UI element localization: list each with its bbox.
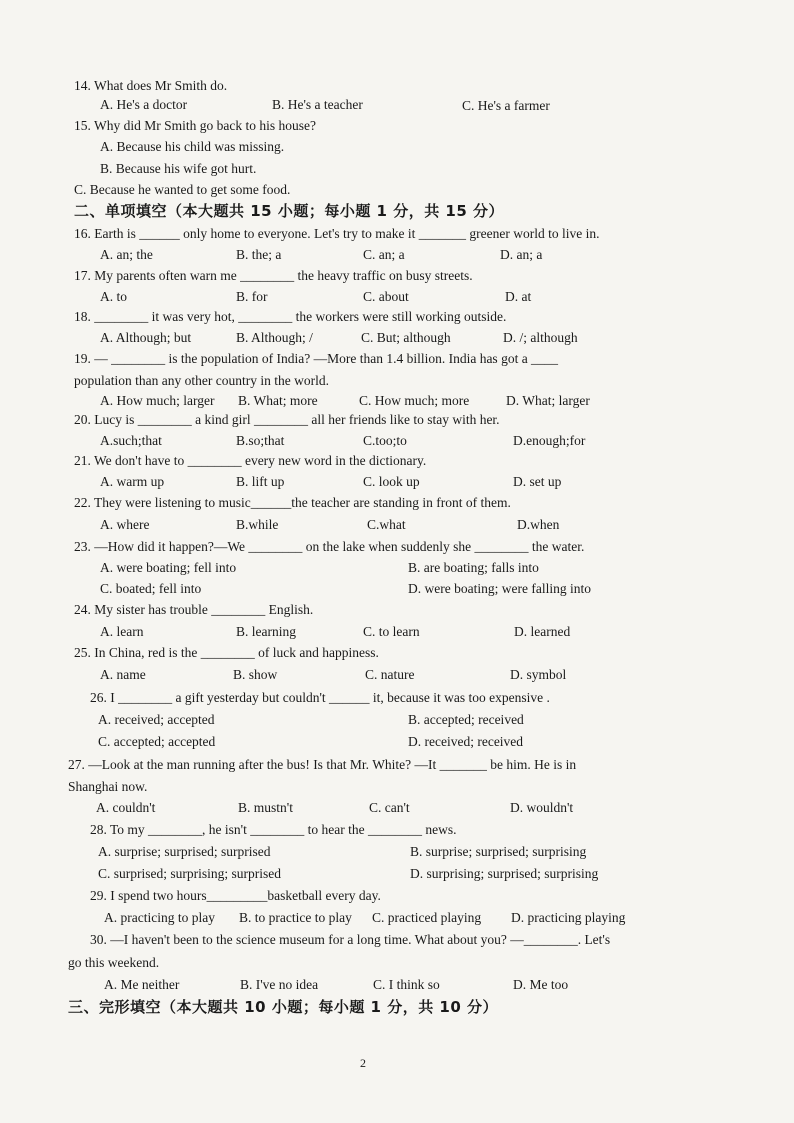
q22-option-d: D.when: [517, 517, 560, 532]
q27-option-b: B. mustn't: [238, 800, 293, 815]
q20-option-a: A.such;that: [100, 433, 162, 448]
q27-option-a: A. couldn't: [96, 800, 156, 815]
q19-option-c: C. How much; more: [359, 393, 470, 408]
q18-option-c: C. But; although: [361, 330, 451, 345]
question-21-stem: 21. We don't have to ________ every new word in the dictionary.: [74, 453, 427, 468]
q23-option-d: D. were boating; were falling into: [408, 581, 591, 596]
q21-option-a: A. warm up: [100, 474, 165, 489]
question-30-stem: 30. —I haven't been to the science museum for a long time. What about you? —________. Let's: [90, 932, 611, 947]
q27-option-d: D. wouldn't: [510, 800, 574, 815]
question-15-stem: 15. Why did Mr Smith go back to his house?: [74, 118, 316, 133]
section-3-title: 三、完形填空（本大题共 10 小题；每小题 1 分，共 10 分）: [68, 998, 499, 1016]
question-17-stem: 17. My parents often warn me ________ the heavy traffic on busy streets.: [74, 268, 473, 283]
q26-option-c: C. accepted; accepted: [98, 734, 216, 749]
q23-option-b: B. are boating; falls into: [408, 560, 539, 575]
question-20-stem: 20. Lucy is ________ a kind girl ________ all her friends like to stay with her.: [74, 412, 500, 427]
q25-option-b: B. show: [233, 667, 278, 682]
q23-option-c: C. boated; fell into: [100, 581, 202, 596]
q16-option-c: C. an; a: [363, 247, 405, 262]
q29-option-a: A. practicing to play: [104, 910, 215, 925]
q14-option-a: A. He's a doctor: [100, 97, 188, 112]
q27-option-c: C. can't: [369, 800, 410, 815]
q22-option-c: C.what: [367, 517, 406, 532]
q14-option-b: B. He's a teacher: [272, 97, 363, 112]
q20-option-c: C.too;to: [363, 433, 407, 448]
q25-option-c: C. nature: [365, 667, 415, 682]
q22-option-b: B.while: [236, 517, 279, 532]
q24-option-d: D. learned: [514, 624, 571, 639]
q15-option-c: C. Because he wanted to get some food.: [74, 182, 291, 197]
question-22-stem: 22. They were listening to music______the teacher are standing in front of them.: [74, 495, 511, 510]
q17-option-a: A. to: [100, 289, 127, 304]
page-number: 2: [360, 1056, 366, 1070]
q28-option-a: A. surprise; surprised; surprised: [98, 844, 271, 859]
q24-option-a: A. learn: [100, 624, 144, 639]
q26-option-a: A. received; accepted: [98, 712, 215, 727]
question-27-stem-continued: Shanghai now.: [68, 779, 148, 794]
q28-option-b: B. surprise; surprised; surprising: [410, 844, 587, 859]
q30-option-a: A. Me neither: [104, 977, 180, 992]
question-28-stem: 28. To my ________, he isn't ________ to hear the ________ news.: [90, 822, 457, 837]
q19-option-d: D. What; larger: [506, 393, 590, 408]
q17-option-d: D. at: [505, 289, 532, 304]
q30-option-b: B. I've no idea: [240, 977, 319, 992]
q29-option-b: B. to practice to play: [239, 910, 352, 925]
question-14-stem: 14. What does Mr Smith do.: [74, 78, 228, 93]
q20-option-d: D.enough;for: [513, 433, 586, 448]
q14-option-c: C. He's a farmer: [462, 98, 550, 113]
q18-option-b: B. Although; /: [236, 330, 313, 345]
question-19-stem: 19. — ________ is the population of India? —More than 1.4 billion. India has got a ____: [74, 351, 559, 366]
question-18-stem: 18. ________ it was very hot, ________ the workers were still working outside.: [74, 309, 507, 324]
section-2-title: 二、单项填空（本大题共 15 小题；每小题 1 分，共 15 分）: [74, 202, 505, 220]
question-25-stem: 25. In China, red is the ________ of luck and happiness.: [74, 645, 379, 660]
q16-option-a: A. an; the: [100, 247, 153, 262]
q21-option-c: C. look up: [363, 474, 420, 489]
q20-option-b: B.so;that: [236, 433, 285, 448]
q25-option-a: A. name: [100, 667, 146, 682]
q24-option-c: C. to learn: [363, 624, 420, 639]
q21-option-b: B. lift up: [236, 474, 285, 489]
q25-option-d: D. symbol: [510, 667, 567, 682]
q26-option-b: B. accepted; received: [408, 712, 524, 727]
question-19-stem-continued: population than any other country in the world.: [74, 373, 329, 388]
q17-option-c: C. about: [363, 289, 409, 304]
question-26-stem: 26. I ________ a gift yesterday but couldn't ______ it, because it was too expensive .: [90, 690, 550, 705]
q19-option-a: A. How much; larger: [100, 393, 215, 408]
q15-option-b: B. Because his wife got hurt.: [100, 161, 257, 176]
q28-option-c: C. surprised; surprising; surprised: [98, 866, 281, 881]
question-29-stem: 29. I spend two hours_________basketball every day.: [90, 888, 381, 903]
q28-option-d: D. surprising; surprised; surprising: [410, 866, 599, 881]
question-23-stem: 23. —How did it happen?—We ________ on the lake when suddenly she ________ the water.: [74, 539, 585, 554]
q29-option-c: C. practiced playing: [372, 910, 482, 925]
question-27-stem: 27. —Look at the man running after the bus! Is that Mr. White? —It _______ be him. He is in: [68, 757, 577, 772]
q19-option-b: B. What; more: [238, 393, 318, 408]
q18-option-d: D. /; although: [503, 330, 578, 345]
q15-option-a: A. Because his child was missing.: [100, 139, 285, 154]
q30-option-d: D. Me too: [513, 977, 569, 992]
q26-option-d: D. received; received: [408, 734, 524, 749]
q17-option-b: B. for: [236, 289, 268, 304]
q16-option-d: D. an; a: [500, 247, 543, 262]
question-30-stem-continued: go this weekend.: [68, 955, 160, 970]
q30-option-c: C. I think so: [373, 977, 440, 992]
question-16-stem: 16. Earth is ______ only home to everyone. Let's try to make it _______ greener world to live in.: [74, 226, 600, 241]
q22-option-a: A. where: [100, 517, 150, 532]
question-24-stem: 24. My sister has trouble ________ English.: [74, 602, 314, 617]
q24-option-b: B. learning: [236, 624, 296, 639]
q16-option-b: B. the; a: [236, 247, 282, 262]
q23-option-a: A. were boating; fell into: [100, 560, 237, 575]
q18-option-a: A. Although; but: [100, 330, 192, 345]
q29-option-d: D. practicing playing: [511, 910, 626, 925]
q21-option-d: D. set up: [513, 474, 562, 489]
